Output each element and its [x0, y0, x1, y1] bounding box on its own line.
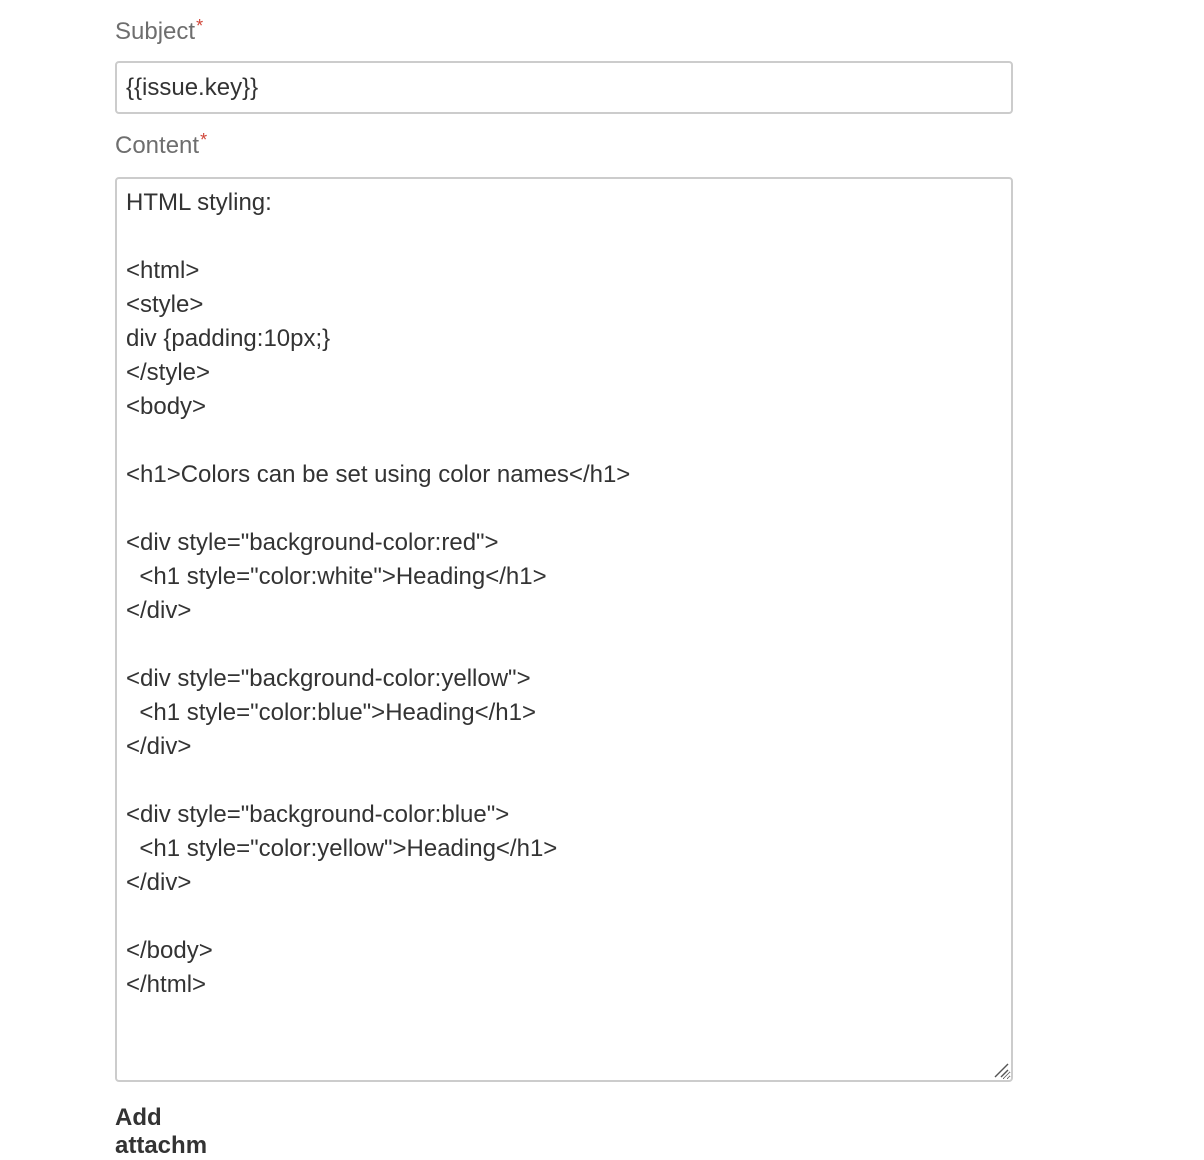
next-field-label	[115, 1104, 235, 1159]
subject-label	[115, 18, 203, 46]
subject-required-marker: *	[196, 16, 204, 36]
content-label-text: Content	[115, 132, 200, 159]
content-label	[115, 132, 207, 160]
subject-label-text: Subject	[115, 18, 196, 45]
next-field-label-text: Add attachm	[115, 1104, 208, 1159]
resize-grip-icon[interactable]	[993, 1062, 1009, 1078]
content-required-marker: *	[200, 130, 208, 150]
subject-input[interactable]	[115, 61, 1013, 114]
content-textarea[interactable]	[115, 177, 1013, 1082]
